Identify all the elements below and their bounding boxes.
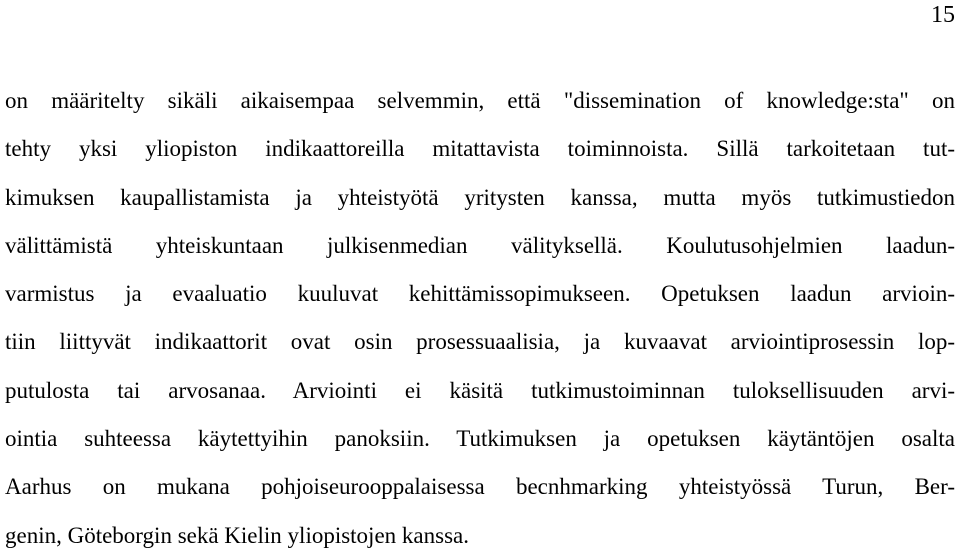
text-line: genin, Göteborgin sekä Kielin yliopistojen kanssa. bbox=[5, 522, 469, 548]
text-line: ointia suhteessa käytettyihin panoksiin. Tutkimuksen ja opetuksen käytäntöjen osalta bbox=[5, 426, 955, 452]
body-paragraph bbox=[5, 77, 955, 560]
text-line: on määritelty sikäli aikaisempaa selvemmin, että "dissemination of knowledge:sta" on bbox=[5, 88, 955, 113]
text-line: varmistus ja evaaluatio kuuluvat kehittämissopimukseen. Opetuksen laadun arvioin- bbox=[5, 281, 955, 307]
text-line: Aarhus on mukana pohjoiseurooppalaisessa becnhmarking yhteistyössä Turun, Ber- bbox=[5, 474, 955, 500]
text-line: tiin liittyvät indikaattorit ovat osin prosessuaalisia, ja kuvaavat arviointiprosessin lop- bbox=[5, 329, 955, 355]
text-line: tehty yksi yliopiston indikaattoreilla mitattavista toiminnoista. Sillä tarkoitetaan tut- bbox=[5, 136, 955, 162]
text-line: kimuksen kaupallistamista ja yhteistyötä yritysten kanssa, mutta myös tutkimustiedon bbox=[5, 184, 955, 210]
text-line: välittämistä yhteiskuntaan julkisenmedian välityksellä. Koulutusohjelmien laadun- bbox=[5, 232, 955, 258]
text-line: putulosta tai arvosanaa. Arviointi ei käsitä tutkimustoiminnan tuloksellisuuden arvi- bbox=[5, 377, 955, 403]
page-number: 15 bbox=[931, 2, 955, 28]
